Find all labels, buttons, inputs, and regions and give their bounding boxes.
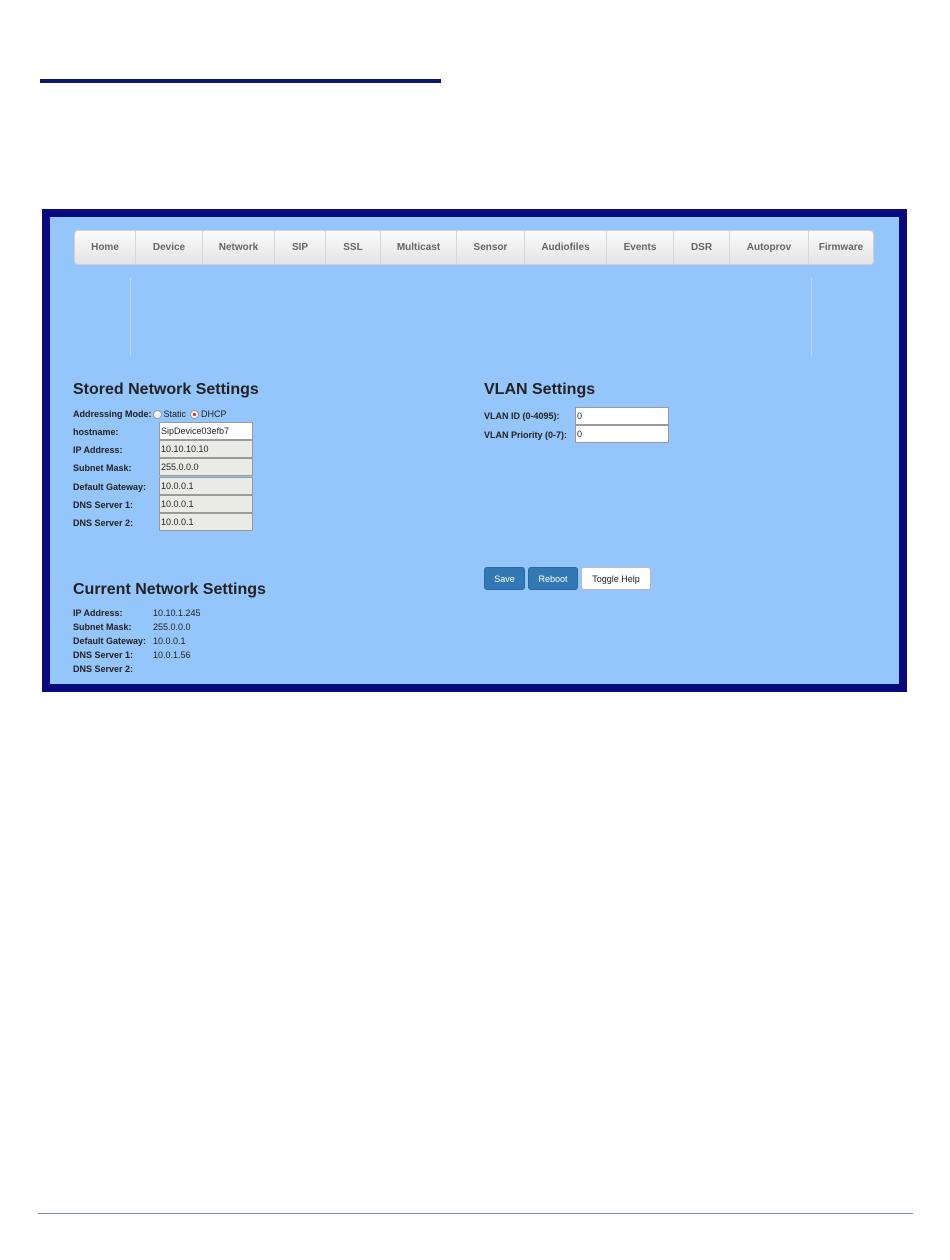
nav-audiofiles[interactable]: Audiofiles: [525, 231, 607, 264]
nav-sensor[interactable]: Sensor: [457, 231, 525, 264]
current-dns1-label: DNS Server 1:: [73, 650, 134, 660]
static-radio[interactable]: [153, 410, 162, 419]
nav-ssl[interactable]: SSL: [326, 231, 381, 264]
vlan-priority-label: VLAN Priority (0-7):: [484, 430, 568, 440]
nav-events[interactable]: Events: [607, 231, 674, 264]
subnet-mask-input[interactable]: 255.0.0.0: [159, 458, 253, 476]
toggle-help-button[interactable]: Toggle Help: [581, 567, 651, 590]
dns-server-2-label: DNS Server 2:: [73, 518, 134, 528]
screenshot-frame: [42, 209, 907, 692]
vlan-settings-title: VLAN Settings: [484, 381, 596, 398]
nav-autoprov[interactable]: Autoprov: [730, 231, 809, 264]
ip-address-input[interactable]: 10.10.10.10: [159, 440, 253, 458]
dns-server-1-label: DNS Server 1:: [73, 500, 134, 510]
hostname-input[interactable]: SipDevice03efb7: [159, 422, 253, 440]
nav-device[interactable]: Device: [136, 231, 203, 264]
nav-sip[interactable]: SIP: [275, 231, 326, 264]
current-ip-value: 10.10.1.245: [153, 608, 201, 618]
current-dns2-label: DNS Server 2:: [73, 664, 134, 674]
nav-firmware[interactable]: Firmware: [818, 242, 864, 253]
dns-server-1-input[interactable]: 10.0.0.1: [159, 495, 253, 513]
current-dns1-value: 10.0.1.56: [153, 650, 191, 660]
dhcp-radio[interactable]: [190, 410, 199, 419]
nav-dsr[interactable]: DSR: [674, 231, 730, 264]
addressing-mode-label: Addressing Mode:: [73, 409, 152, 419]
dns-server-2-input[interactable]: 10.0.0.1: [159, 513, 253, 531]
main-nav: [74, 230, 874, 265]
stored-settings-title: Stored Network Settings: [73, 381, 259, 398]
reboot-button[interactable]: Reboot: [528, 567, 578, 590]
ip-address-label: IP Address:: [73, 445, 123, 455]
header-rule: [40, 79, 441, 83]
default-gateway-label: Default Gateway:: [73, 482, 147, 492]
current-ip-label: IP Address:: [73, 608, 123, 618]
current-gateway-value: 10.0.0.1: [153, 636, 186, 646]
nav-network[interactable]: Network: [203, 231, 275, 264]
vlan-id-label: VLAN ID (0-4095):: [484, 411, 560, 421]
vlan-id-input[interactable]: 0: [575, 407, 669, 425]
nav-multicast[interactable]: Multicast: [381, 231, 457, 264]
footer-rule: [38, 1213, 913, 1214]
default-gateway-input[interactable]: 10.0.0.1: [159, 477, 253, 495]
hostname-label: hostname:: [73, 427, 119, 437]
vlan-priority-input[interactable]: 0: [575, 425, 669, 443]
help-area: [130, 278, 812, 356]
current-subnet-label: Subnet Mask:: [73, 622, 132, 632]
save-button[interactable]: Save: [484, 567, 525, 590]
static-label: Static: [163, 409, 187, 419]
current-gateway-label: Default Gateway:: [73, 636, 147, 646]
nav-home[interactable]: Home: [75, 231, 136, 264]
dhcp-label: DHCP: [201, 409, 227, 419]
current-settings-title: Current Network Settings: [73, 581, 266, 598]
subnet-mask-label: Subnet Mask:: [73, 463, 132, 473]
addressing-mode-row: [73, 409, 227, 419]
current-subnet-value: 255.0.0.0: [153, 622, 191, 632]
